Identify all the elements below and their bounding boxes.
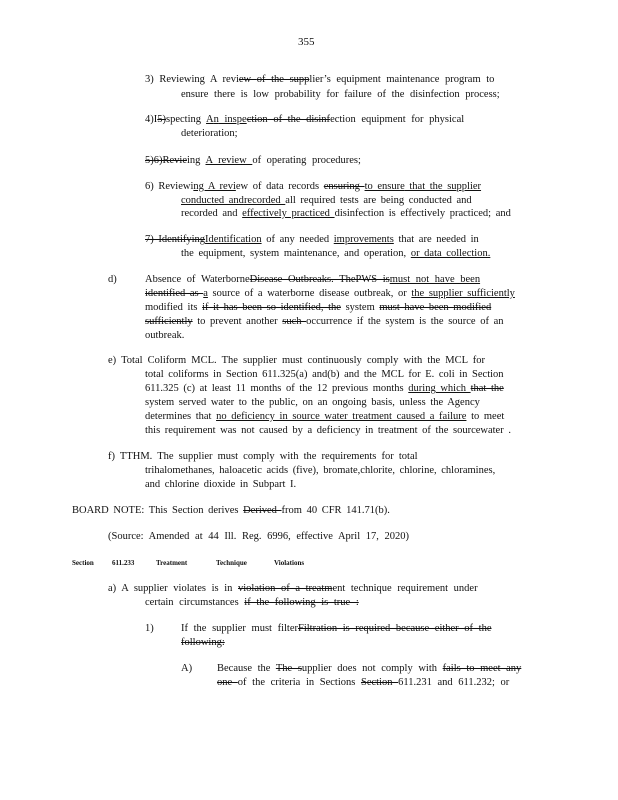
item-e-line-2: total coliforms in Section 611.325(a) and(b) and the MCL for E. coli in Section xyxy=(145,369,504,380)
page-number: 355 xyxy=(298,36,315,48)
item-d-line-5: outbreak. xyxy=(145,330,185,341)
item-6-line-1: 6) Reviewing A review of data records ensuring to ensure that the supplier xyxy=(145,181,482,192)
item-1-line-2: following: xyxy=(181,637,225,648)
section-title-word-3: Violations xyxy=(274,559,305,567)
board-note: BOARD NOTE: This Section derives Derived from 40 CFR 141.71(b). xyxy=(72,505,390,516)
item-d-line-4: sufficiently to prevent another such occurrence if the system is the source of an xyxy=(145,316,504,327)
item-7-line-1: 7) IdentifyingIdentification of any needed improvements that are needed in xyxy=(145,234,479,245)
item-5-line-1: 5)6)Revieing A review of operating procedures; xyxy=(145,155,361,166)
item-e-line-3: 611.325 (c) at least 11 months of the 12 previous months during which that the xyxy=(145,383,504,394)
item-1-line-1: If the supplier must filterFiltration is required because either of the xyxy=(181,623,492,634)
item-f-line-3: and chlorine dioxide in Subpart I. xyxy=(145,479,297,490)
item-d-line-1: Absence of WaterborneDisease Outbreaks. ThePWS ismust not have been xyxy=(145,274,481,285)
item-3-line-1: 3) Reviewing A review of the supplier’s equipment maintenance program to xyxy=(145,74,495,85)
source-note: (Source: Amended at 44 Ill. Reg. 6996, effective April 17, 2020) xyxy=(108,531,409,542)
item-e-line-6: this requirement was not caused by a deficiency in treatment of the sourcewater . xyxy=(145,425,511,436)
item-4-line-2: deterioration; xyxy=(181,128,238,139)
item-6-line-3: recorded and effectively practiced disinfection is effectively practiced; and xyxy=(181,208,511,219)
item-e-line-5: determines that no deficiency in source water treatment caused a failure to meet xyxy=(145,411,505,422)
section-number: 611.233 xyxy=(112,559,135,567)
item-d-label: d) xyxy=(108,274,117,285)
item-1-label: 1) xyxy=(145,623,154,634)
section-title-word-2: Technique xyxy=(216,559,247,567)
item-e-line-4: system served water to the public, on an ongoing basis, unless the Agency xyxy=(145,397,480,408)
item-a-line-1: a) A supplier violates is in violation of a treatment technique requirement under xyxy=(108,583,478,594)
section-label: Section xyxy=(72,559,94,567)
item-A-label: A) xyxy=(181,663,193,674)
section-title-word-1: Treatment xyxy=(156,559,188,567)
item-A-line-2: one of the criteria in Sections Section 611.231 and 611.232; or xyxy=(217,677,510,688)
item-f-line-1: f) TTHM. The supplier must comply with the requirements for total xyxy=(108,451,418,462)
item-3-line-2: ensure there is low probability for failure of the disinfection process; xyxy=(181,89,500,100)
item-f-line-2: trihalomethanes, haloacetic acids (five), bromate,chlorite, chlorine, chloramines, xyxy=(145,465,496,476)
item-a-line-2: certain circumstances if the following is true : xyxy=(145,597,359,608)
item-d-line-3: modified its if it has been so identified, the system must have been modified xyxy=(145,302,492,313)
item-A-line-1: Because the The supplier does not comply with fails to meet any xyxy=(217,663,522,674)
item-d-line-2: identified as a source of a waterborne disease outbreak, or the supplier sufficiently xyxy=(145,288,515,299)
item-e-line-1: e) Total Coliform MCL. The supplier must continuously comply with the MCL for xyxy=(108,355,485,366)
item-6-line-2: conducted andrecorded all required tests are being conducted and xyxy=(181,195,472,206)
item-7-line-2: the equipment, system maintenance, and operation, or data collection. xyxy=(181,248,491,259)
item-4-line-1: 4)I5)specting An inspection of the disinfection equipment for physical xyxy=(145,114,465,125)
